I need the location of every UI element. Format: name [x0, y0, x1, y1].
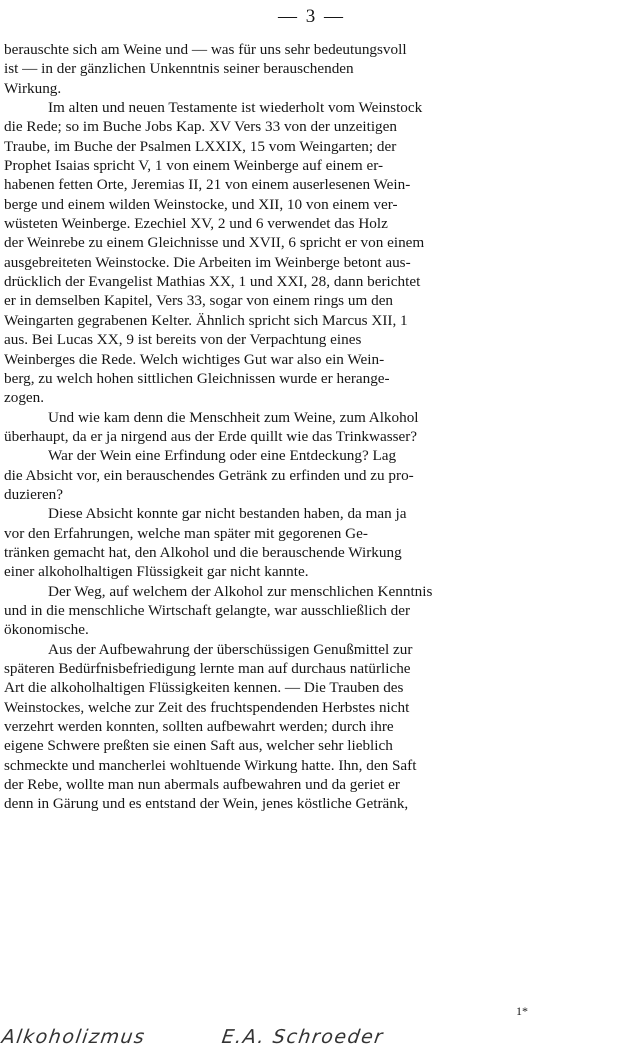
text-line: überhaupt, da er ja nirgend aus der Erde quillt wie das Trinkwasser?: [4, 427, 418, 445]
paragraph: [4, 408, 616, 447]
text-line: Weinstockes, welche zur Zeit des fruchtspendenden Herbstes nicht: [4, 698, 410, 716]
text-line: tränken gemacht hat, den Alkohol und die berauschende Wirkung: [4, 543, 402, 561]
text-line: schmeckte und mancherlei wohltuende Wirkung hatte. Ihn, den Saft: [4, 756, 417, 774]
handwritten-author: E.A. Schroeder: [220, 1026, 386, 1048]
text-line: Diese Absicht konnte gar nicht bestanden haben, da man ja: [48, 505, 407, 523]
paragraph: [4, 98, 616, 408]
text-line: Art die alkoholhaltigen Flüssigkeiten kennen. — Die Trauben des: [4, 679, 404, 697]
text-line: drücklich der Evangelist Mathias XX, 1 und XXI, 28, dann berichtet: [4, 273, 421, 291]
text-line: berg, zu welch hohen sittlichen Gleichnissen wurde er herange-: [4, 369, 390, 387]
text-line: Aus der Aufbewahrung der überschüssigen Genußmittel zur: [48, 640, 413, 658]
text-line: Weinberges die Rede. Welch wichtiges Gut war also ein Wein-: [4, 350, 385, 368]
body-text: [4, 40, 616, 814]
paragraph: [4, 582, 616, 640]
text-line: War der Wein eine Erfindung oder eine Entdeckung? Lag: [48, 447, 397, 465]
text-line: der Weinrebe zu einem Gleichnisse und XVII, 6 spricht er von einem: [4, 234, 425, 252]
text-line: zogen.: [4, 389, 45, 407]
text-line: ausgebreiteten Weinstocke. Die Arbeiten im Weinberge betont aus-: [4, 253, 411, 271]
paragraph: [4, 40, 616, 98]
text-line: Wirkung.: [4, 79, 62, 97]
text-line: eigene Schwere preßten sie einen Saft aus, welcher sehr lieblich: [4, 737, 393, 755]
text-line: aus. Bei Lucas XX, 9 ist bereits von der Verpachtung eines: [4, 331, 362, 349]
text-line: vor den Erfahrungen, welche man später mit gegorenen Ge-: [4, 524, 368, 542]
text-line: habenen fetten Orte, Jeremias II, 21 von einem auserlesenen Wein-: [4, 176, 411, 194]
page-number-header: — 3 —: [278, 6, 345, 27]
text-line: Weingarten gegrabenen Kelter. Ähnlich spricht sich Marcus XII, 1: [4, 311, 408, 329]
printer-signature-mark: 1*: [516, 1004, 528, 1018]
text-line: ist — in der gänzlichen Unkenntnis seiner berauschenden: [4, 60, 354, 78]
paragraph: [4, 446, 616, 504]
paragraph: [4, 504, 616, 581]
handwritten-title: Alkoholizmus: [0, 1026, 148, 1048]
text-line: und in die menschliche Wirtschaft gelangte, war ausschließlich der: [4, 601, 411, 619]
text-line: verzehrt werden konnten, sollten aufbewahrt werden; durch ihre: [4, 718, 394, 736]
text-line: Prophet Isaias spricht V, 1 von einem Weinberge auf einem er-: [4, 157, 384, 175]
paragraph: [4, 640, 616, 814]
text-line: berge und einem wilden Weinstocke, und XII, 10 von einem ver-: [4, 195, 398, 213]
text-line: er in demselben Kapitel, Vers 33, sogar von einem rings um den: [4, 292, 394, 310]
text-line: die Rede; so im Buche Jobs Kap. XV Vers 33 von der unzeitigen: [4, 118, 397, 136]
text-line: duzieren?: [4, 485, 64, 503]
text-line: Der Weg, auf welchem der Alkohol zur menschlichen Kenntnis: [48, 582, 433, 600]
text-line: späteren Bedürfnisbefriedigung lernte man auf durchaus natürliche: [4, 660, 411, 677]
text-line: Im alten und neuen Testamente ist wiederholt vom Weinstock: [48, 99, 423, 117]
text-line: denn in Gärung und es entstand der Wein, jenes köstliche Getränk,: [4, 795, 409, 813]
text-line: wüsteten Weinberge. Ezechiel XV, 2 und 6 verwendet das Holz: [4, 215, 388, 233]
handwritten-annotation: [0, 1022, 623, 1052]
text-line: der Rebe, wollte man nun abermals aufbewahren und da geriet er: [4, 776, 400, 794]
text-line: die Absicht vor, ein berauschendes Getränk zu erfinden und zu pro-: [4, 466, 414, 484]
text-line: Traube, im Buche der Psalmen LXXIX, 15 vom Weingarten; der: [4, 137, 397, 155]
text-line: einer alkoholhaltigen Flüssigkeit gar nicht kannte.: [4, 563, 309, 581]
text-line: Und wie kam denn die Menschheit zum Weine, zum Alkohol: [48, 408, 419, 426]
text-line: ökonomische.: [4, 621, 89, 639]
text-line: berauschte sich am Weine und — was für uns sehr bedeutungsvoll: [4, 41, 407, 58]
